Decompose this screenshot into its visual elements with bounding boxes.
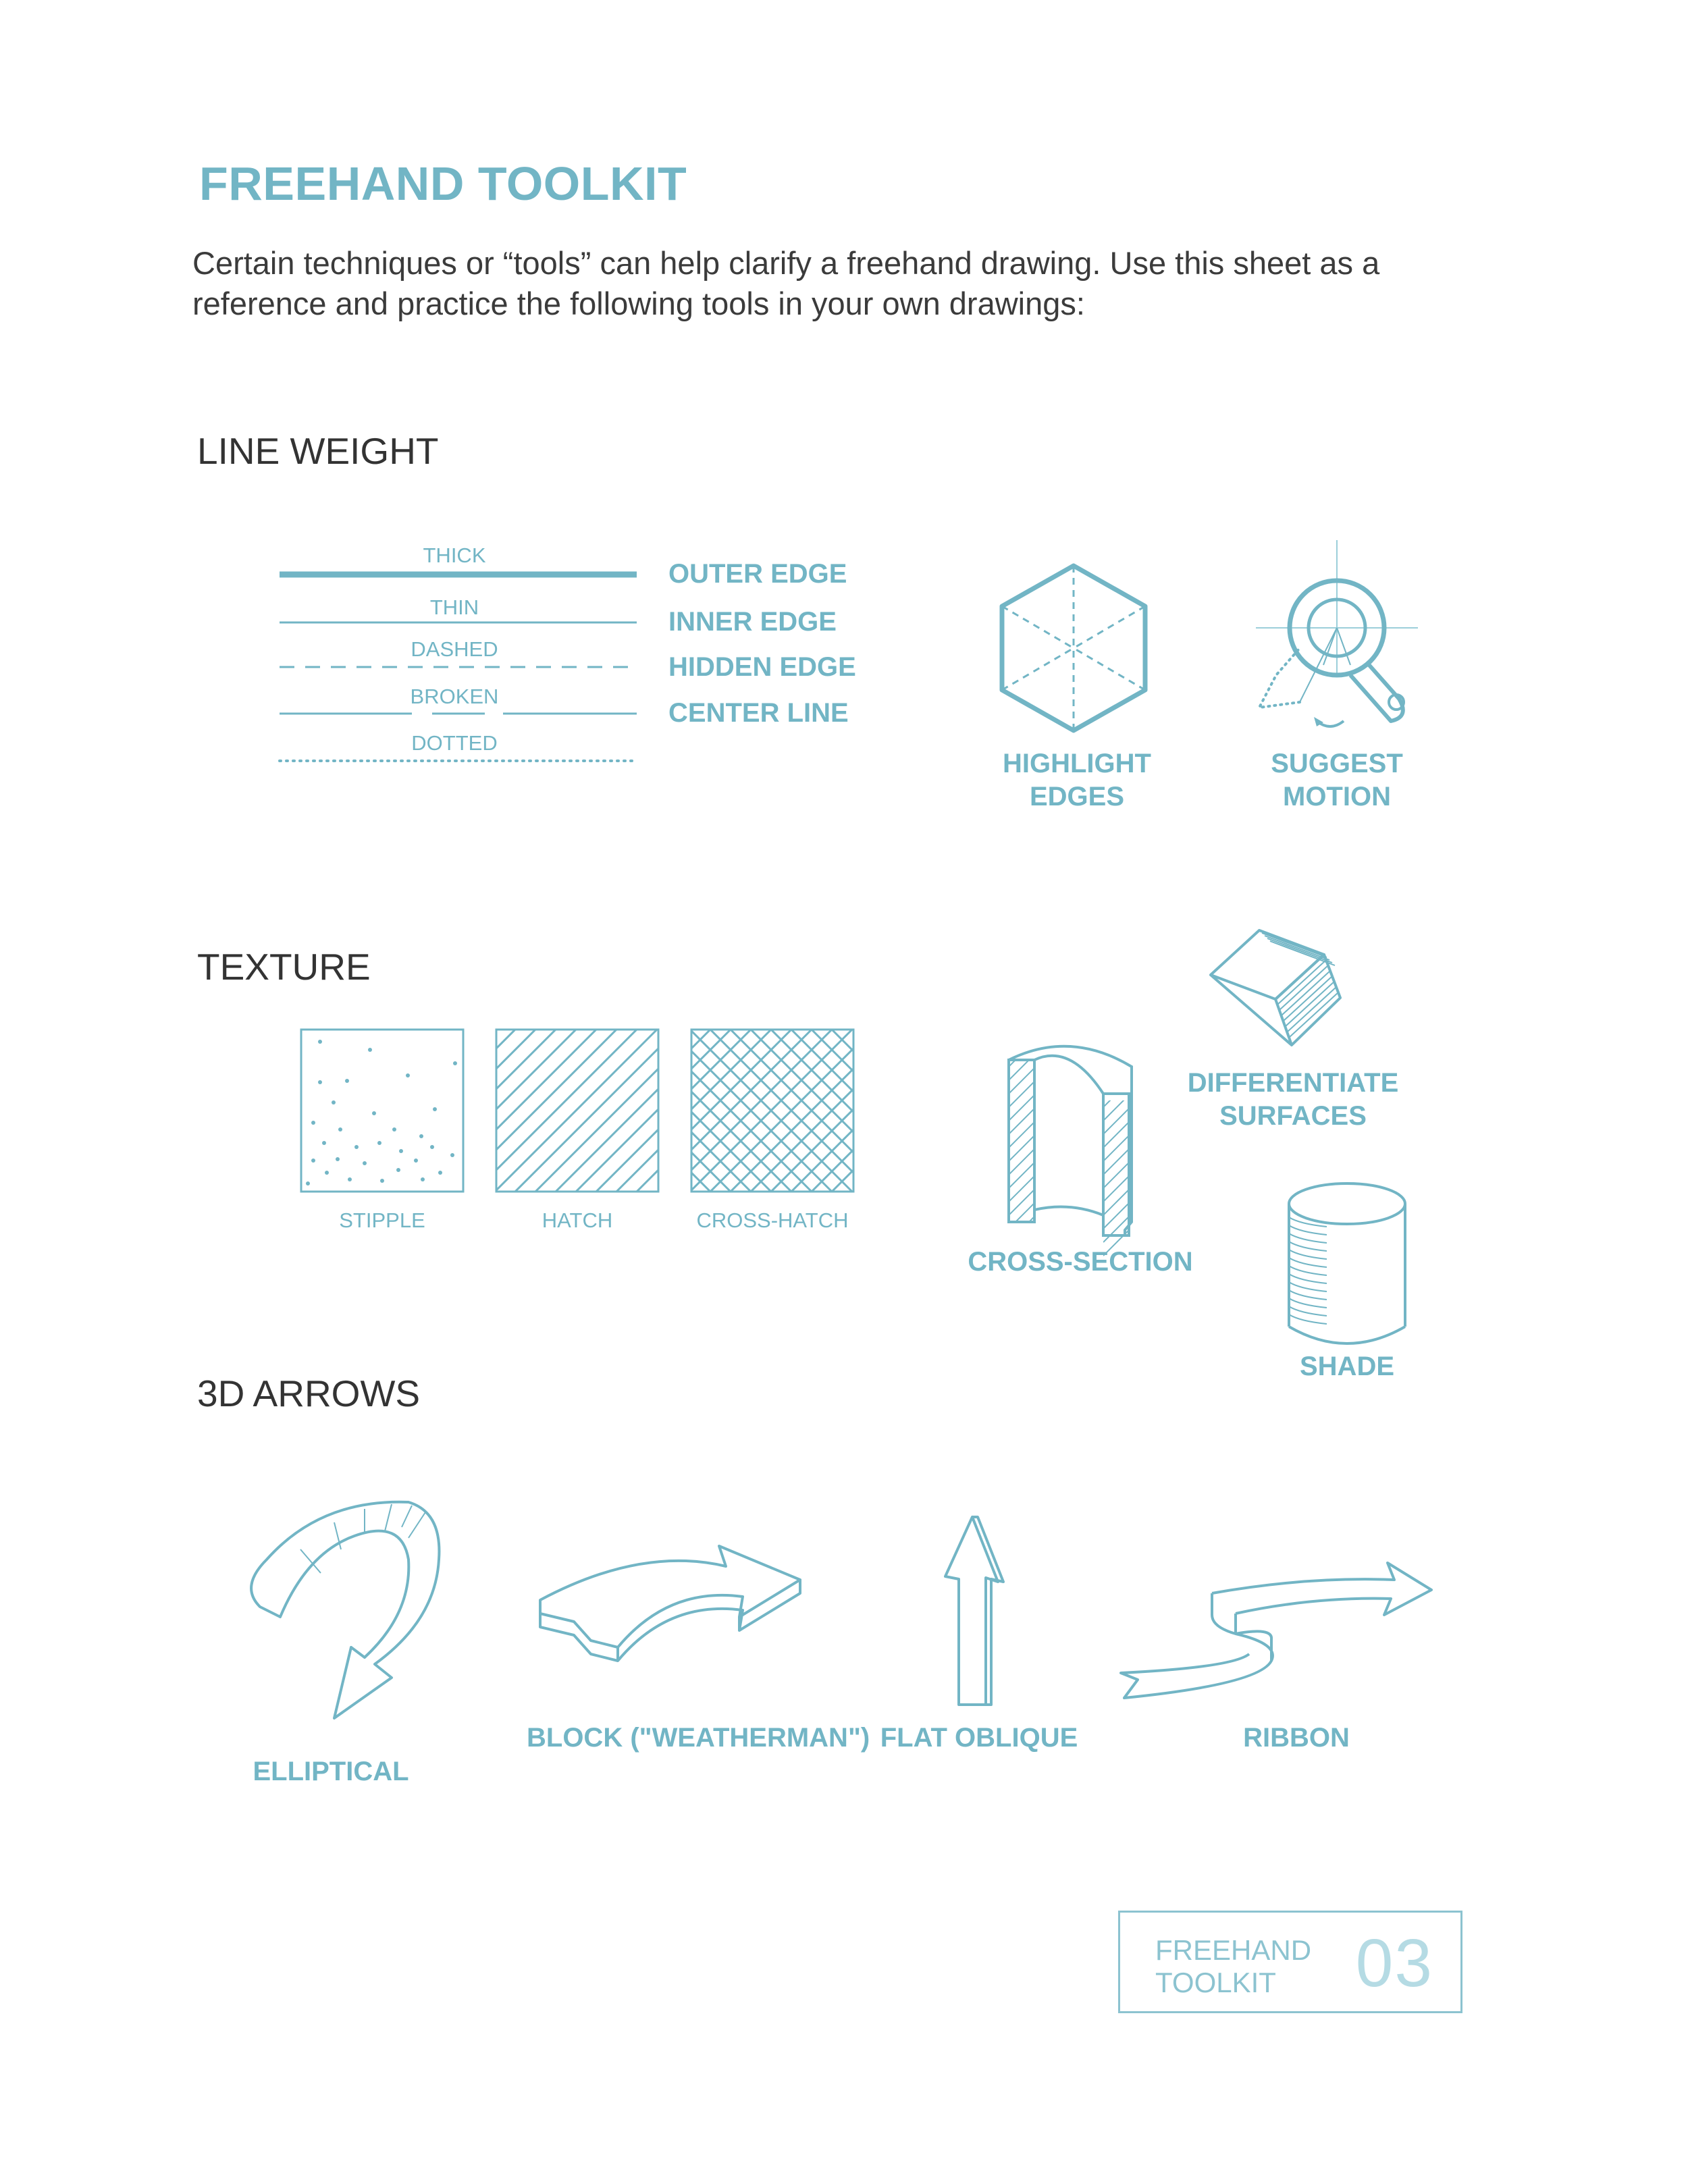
cross-section-label: CROSS-SECTION: [968, 1247, 1193, 1277]
swatch-label-stipple: STIPPLE: [339, 1208, 425, 1232]
line-style-broken: BROKEN: [410, 685, 499, 708]
page-title: FREEHAND TOOLKIT: [199, 157, 687, 210]
line-use-inner-edge: INNER EDGE: [668, 607, 837, 637]
cross-hatch-swatch: [690, 1028, 855, 1193]
shade-label: SHADE: [1299, 1352, 1395, 1381]
suggest-motion-label: SUGGEST MOTION: [1271, 749, 1403, 811]
line-style-dashed: DASHED: [411, 637, 498, 661]
line-style-thin: THIN: [429, 595, 479, 619]
motion-crank-icon: [1249, 540, 1425, 743]
layered-cube-icon: [1205, 925, 1367, 1053]
elliptical-label: ELLIPTICAL: [253, 1757, 409, 1786]
highlight-edges-label: HIGHLIGHT EDGES: [1003, 749, 1151, 811]
block-arrow-label: BLOCK ("WEATHERMAN"): [527, 1723, 870, 1753]
section-heading-3d-arrows: 3D ARROWS: [197, 1373, 421, 1414]
swatch-label-hatch: HATCH: [542, 1208, 613, 1232]
line-style-dotted: DOTTED: [411, 731, 498, 755]
flat-oblique-label: FLAT OBLIQUE: [880, 1723, 1078, 1753]
line-use-center-line: CENTER LINE: [668, 698, 849, 728]
footer-label: FREEHAND TOOLKIT: [1155, 1934, 1312, 1998]
page-number: 03: [1355, 1925, 1433, 2001]
cube-icon: [993, 560, 1155, 743]
page-footer-box: [1118, 1911, 1462, 2013]
stipple-swatch: [300, 1028, 465, 1193]
line-use-hidden-edge: HIDDEN EDGE: [668, 652, 856, 682]
flat-oblique-arrow-icon: [939, 1509, 1020, 1711]
hatch-swatch: [495, 1028, 660, 1193]
line-use-outer-edge: OUTER EDGE: [668, 559, 847, 589]
section-heading-line-weight: LINE WEIGHT: [197, 430, 439, 472]
intro-paragraph: Certain techniques or “tools” can help clarify a freehand drawing. Use this sheet as a reference and practice the following tools in your own drawings:: [192, 245, 1380, 321]
swatch-label-cross-hatch: CROSS-HATCH: [696, 1208, 849, 1232]
elliptical-arrow-icon: [240, 1485, 456, 1728]
block-arrow-icon: [533, 1539, 803, 1688]
shaded-cylinder-icon: [1280, 1178, 1415, 1354]
ribbon-arrow-icon: [1117, 1553, 1442, 1708]
ribbon-label: RIBBON: [1243, 1723, 1350, 1753]
differentiate-surfaces-label: DIFFERENTIATE SURFACES: [1187, 1068, 1399, 1131]
cross-section-icon: [999, 1040, 1161, 1242]
section-heading-texture: TEXTURE: [197, 946, 371, 988]
line-style-thick: THICK: [423, 543, 486, 567]
